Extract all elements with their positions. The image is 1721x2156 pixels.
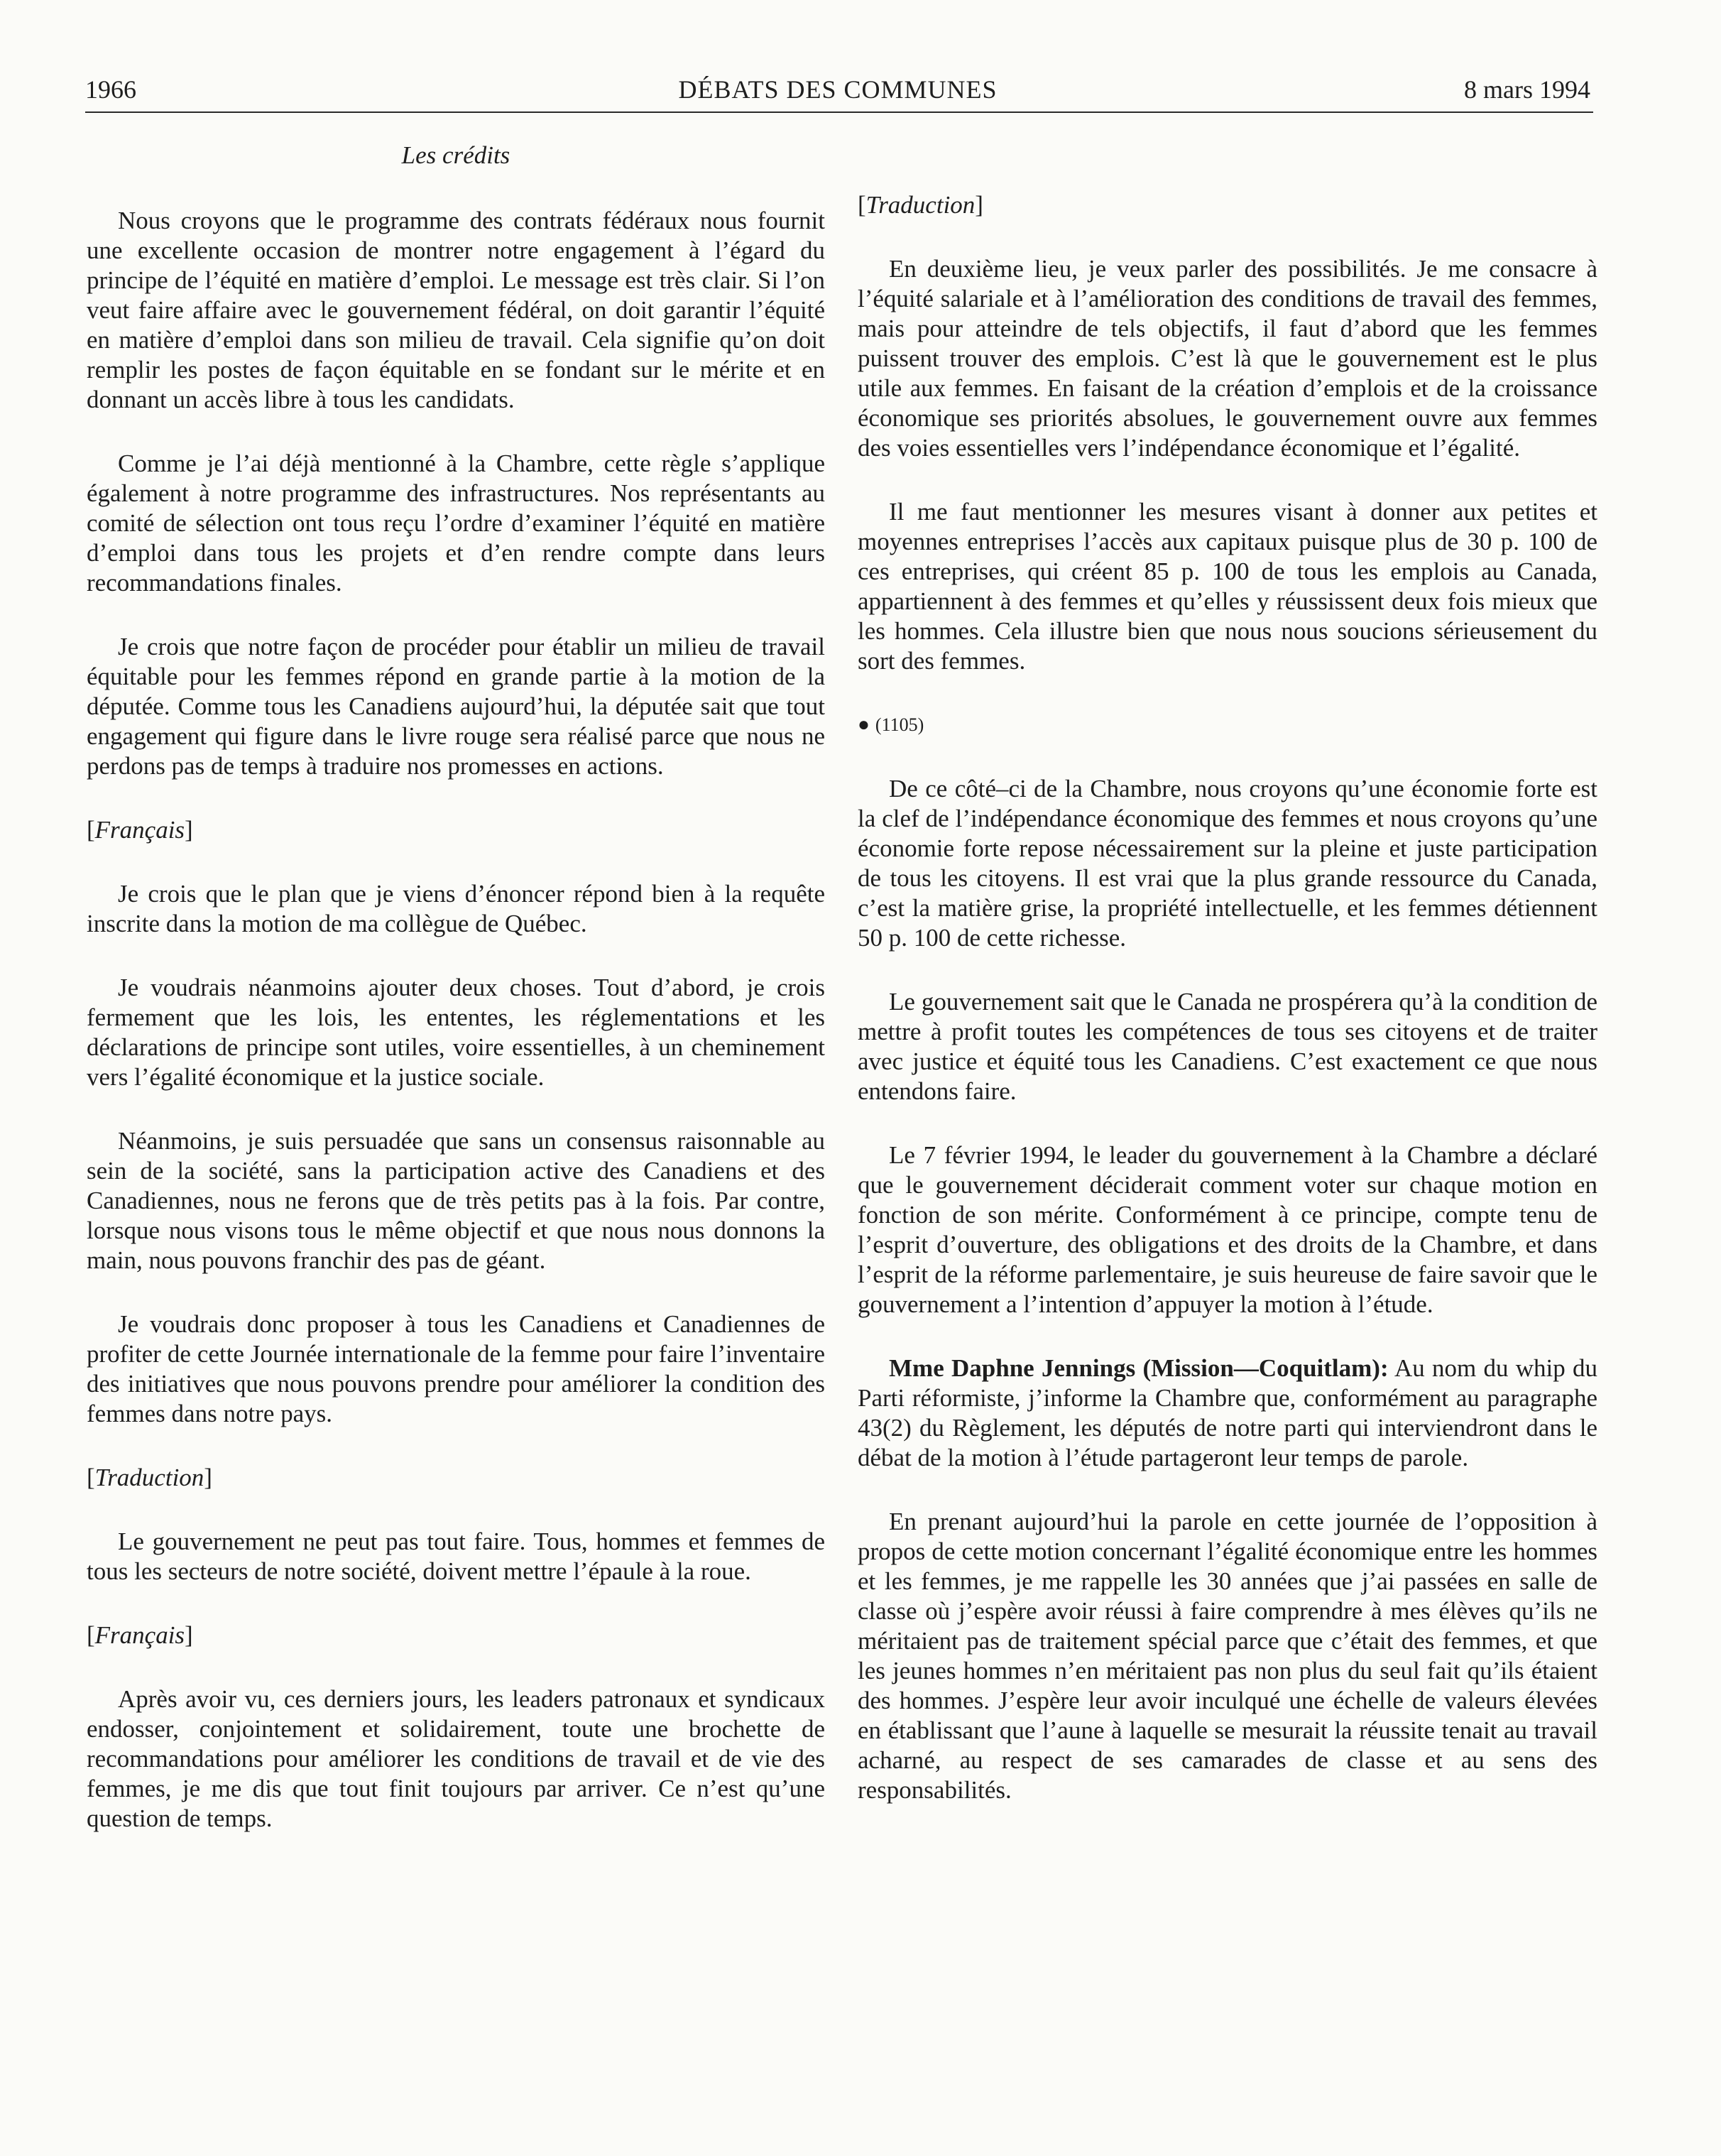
- paragraph: Je crois que notre façon de procéder pour établir un milieu de travail équitable pour les femmes répond en grande partie à la motion de la députée. Comme tous les Canadiens aujourd’hui, la députée sait que tout engagement qui figure dans le livre rouge sera réalisé parce que nous ne perdons pas de temps à traduire nos promesses en actions.: [87, 633, 825, 780]
- paragraph: Je crois que le plan que je viens d’énoncer répond bien à la requête inscrite dans la motion de ma collègue de Québec.: [87, 880, 825, 937]
- right-column: [858, 190, 1597, 1839]
- page-number: 1966: [85, 75, 136, 104]
- language-tag-label: Traduction: [865, 191, 976, 219]
- paragraph: Après avoir vu, ces derniers jours, les leaders patronaux et syndicaux endosser, conjointement et solidairement, toute une brochette de recommandations pour améliorer les conditions de travail et de vie des femmes, je me dis que tout finit toujours par arriver. Ce n’est qu’une question de temps.: [87, 1685, 825, 1832]
- paragraph: En prenant aujourd’hui la parole en cette journée de l’opposition à propos de cette motion concernant l’égalité économique entre les hommes et les femmes, je me rappelle les 30 années que j’ai passées en salle de classe où j’espère avoir réussi à faire comprendre à mes élèves qu’ils ne méritaient pas de traitement spécial parce que c’était des femmes, et que les jeunes hommes n’en méritaient pas non plus du seul fait qu’ils étaient des hommes. J’espère leur avoir inculqué une échelle de valeurs élevées en établissant que l’aune à laquelle se mesurait la réussite tenait au travail acharné, au respect de ses camarades de classe et au sens des responsabilités.: [858, 1508, 1597, 1804]
- paragraph: Je voudrais donc proposer à tous les Canadiens et Canadiennes de profiter de cette Journée internationale de la femme pour faire l’inventaire des initiatives que nous pouvons prendre pour améliorer la condition des femmes dans notre pays.: [87, 1310, 825, 1427]
- speaker-text: Au nom du whip du Parti réformiste, j’informe la Chambre que, conformément au paragraphe 43(2) du Règlement, les députés de notre parti qui interviendront dans le débat de la motion à l’étude partageront leur temps de parole.: [858, 1354, 1598, 1471]
- section-title: Les crédits: [401, 141, 510, 169]
- language-tag: [Traduction]: [858, 191, 983, 219]
- paragraph: Le gouvernement ne peut pas tout faire. Tous, hommes et femmes de tous les secteurs de notre société, doivent mettre l’épaule à la roue.: [87, 1528, 825, 1585]
- language-tag: [Traduction]: [87, 1464, 212, 1491]
- publication-title: DÉBATS DES COMMUNES: [678, 75, 998, 104]
- paragraph: Le gouvernement sait que le Canada ne prospérera qu’à la condition de mettre à profit toutes les compétences de tous ses citoyens et de traiter avec justice et équité tous les Canadiens. C’est exactement ce que nous entendons faire.: [858, 988, 1597, 1105]
- left-column: [87, 141, 825, 1868]
- language-tag-label: Français: [94, 816, 185, 844]
- speaker-name: Mme Daphne Jennings (Mission—Coquitlam):: [889, 1354, 1389, 1382]
- paragraph: Comme je l’ai déjà mentionné à la Chambre, cette règle s’applique également à notre programme des infrastructures. Nos représentants au comité de sélection ont tous reçu l’ordre d’examiner l’équité en matière d’emploi dans tous les projets et d’en rendre compte dans leurs recommandations finales.: [87, 450, 825, 597]
- paragraph: Il me faut mentionner les mesures visant à donner aux petites et moyennes entreprises l’accès aux capitaux puisque plus de 30 p. 100 de ces entreprises, qui créent 85 p. 100 de tous les emplois au Canada, appartiennent à des femmes et qu’elles y réussissent deux fois mieux que les hommes. Cela illustre bien que nous nous soucions sérieusement du sort des femmes.: [858, 498, 1597, 675]
- paragraph: Je voudrais néanmoins ajouter deux choses. Tout d’abord, je crois fermement que les lois, les ententes, les réglementations et les déclarations de principe sont utiles, voire essentielles, à un cheminement vers l’égalité économique et la justice sociale.: [87, 974, 825, 1091]
- publication-date: 8 mars 1994: [1464, 75, 1590, 104]
- language-tag: [Français]: [87, 816, 193, 844]
- header-rule: [85, 111, 1593, 113]
- paragraph: En deuxième lieu, je veux parler des possibilités. Je me consacre à l’équité salariale et à l’amélioration des conditions de travail des femmes, mais pour atteindre de tels objectifs, il faut d’abord que les femmes puissent trouver des emplois. C’est là que le gouvernement est le plus utile aux femmes. En faisant de la création d’emplois et de la croissance économique ses priorités absolues, le gouvernement ouvre aux femmes des voies essentielles vers l’indépendance économique et l’égalité.: [858, 255, 1597, 462]
- time-marker: [858, 710, 1597, 740]
- speaker-paragraph: [858, 1354, 1597, 1473]
- time-marker-label: (1105): [875, 714, 924, 735]
- paragraph: Nous croyons que le programme des contrats fédéraux nous fournit une excellente occasion de montrer notre engagement à l’égard du principe de l’équité en matière d’emploi. Le message est très clair. Si l’on veut faire affaire avec le gouvernement fédéral, on doit garantir l’équité en matière d’emploi dans son milieu de travail. Cela signifie qu’on doit remplir les postes de façon équitable en se fondant sur le mérite et en donnant un accès libre à tous les candidats.: [87, 207, 825, 413]
- page-header: [85, 70, 1590, 109]
- paragraph: Néanmoins, je suis persuadée que sans un consensus raisonnable au sein de la société, sans la participation active des Canadiens et des Canadiennes, nous ne ferons que de très petits pas à la fois. Par contre, lorsque nous visons tous le même objectif et que nous nous donnons la main, nous pouvons franchir des pas de géant.: [87, 1127, 825, 1274]
- language-tag-label: Français: [94, 1621, 185, 1649]
- language-tag-label: Traduction: [94, 1464, 204, 1491]
- bullet-icon: ●: [858, 714, 870, 736]
- language-tag: [Français]: [87, 1621, 193, 1649]
- paragraph: De ce côté–ci de la Chambre, nous croyons qu’une économie forte est la clef de l’indépendance économique des femmes et nous croyons qu’une économie forte repose nécessairement sur la pleine et juste participation de tous les citoyens. Il est vrai que la plus grande ressource du Canada, c’est la matière grise, la propriété intellectuelle, et les femmes détiennent 50 p. 100 de cette richesse.: [858, 775, 1597, 952]
- paragraph: Le 7 février 1994, le leader du gouvernement à la Chambre a déclaré que le gouvernement déciderait comment voter sur chaque motion en fonction de son mérite. Conformément à ce principe, compte tenu de l’esprit d’ouverture, des obligations et des droits de la Chambre, et dans l’esprit de la réforme parlementaire, je suis heureuse de faire savoir que le gouvernement a l’intention d’appuyer la motion à l’étude.: [858, 1141, 1597, 1318]
